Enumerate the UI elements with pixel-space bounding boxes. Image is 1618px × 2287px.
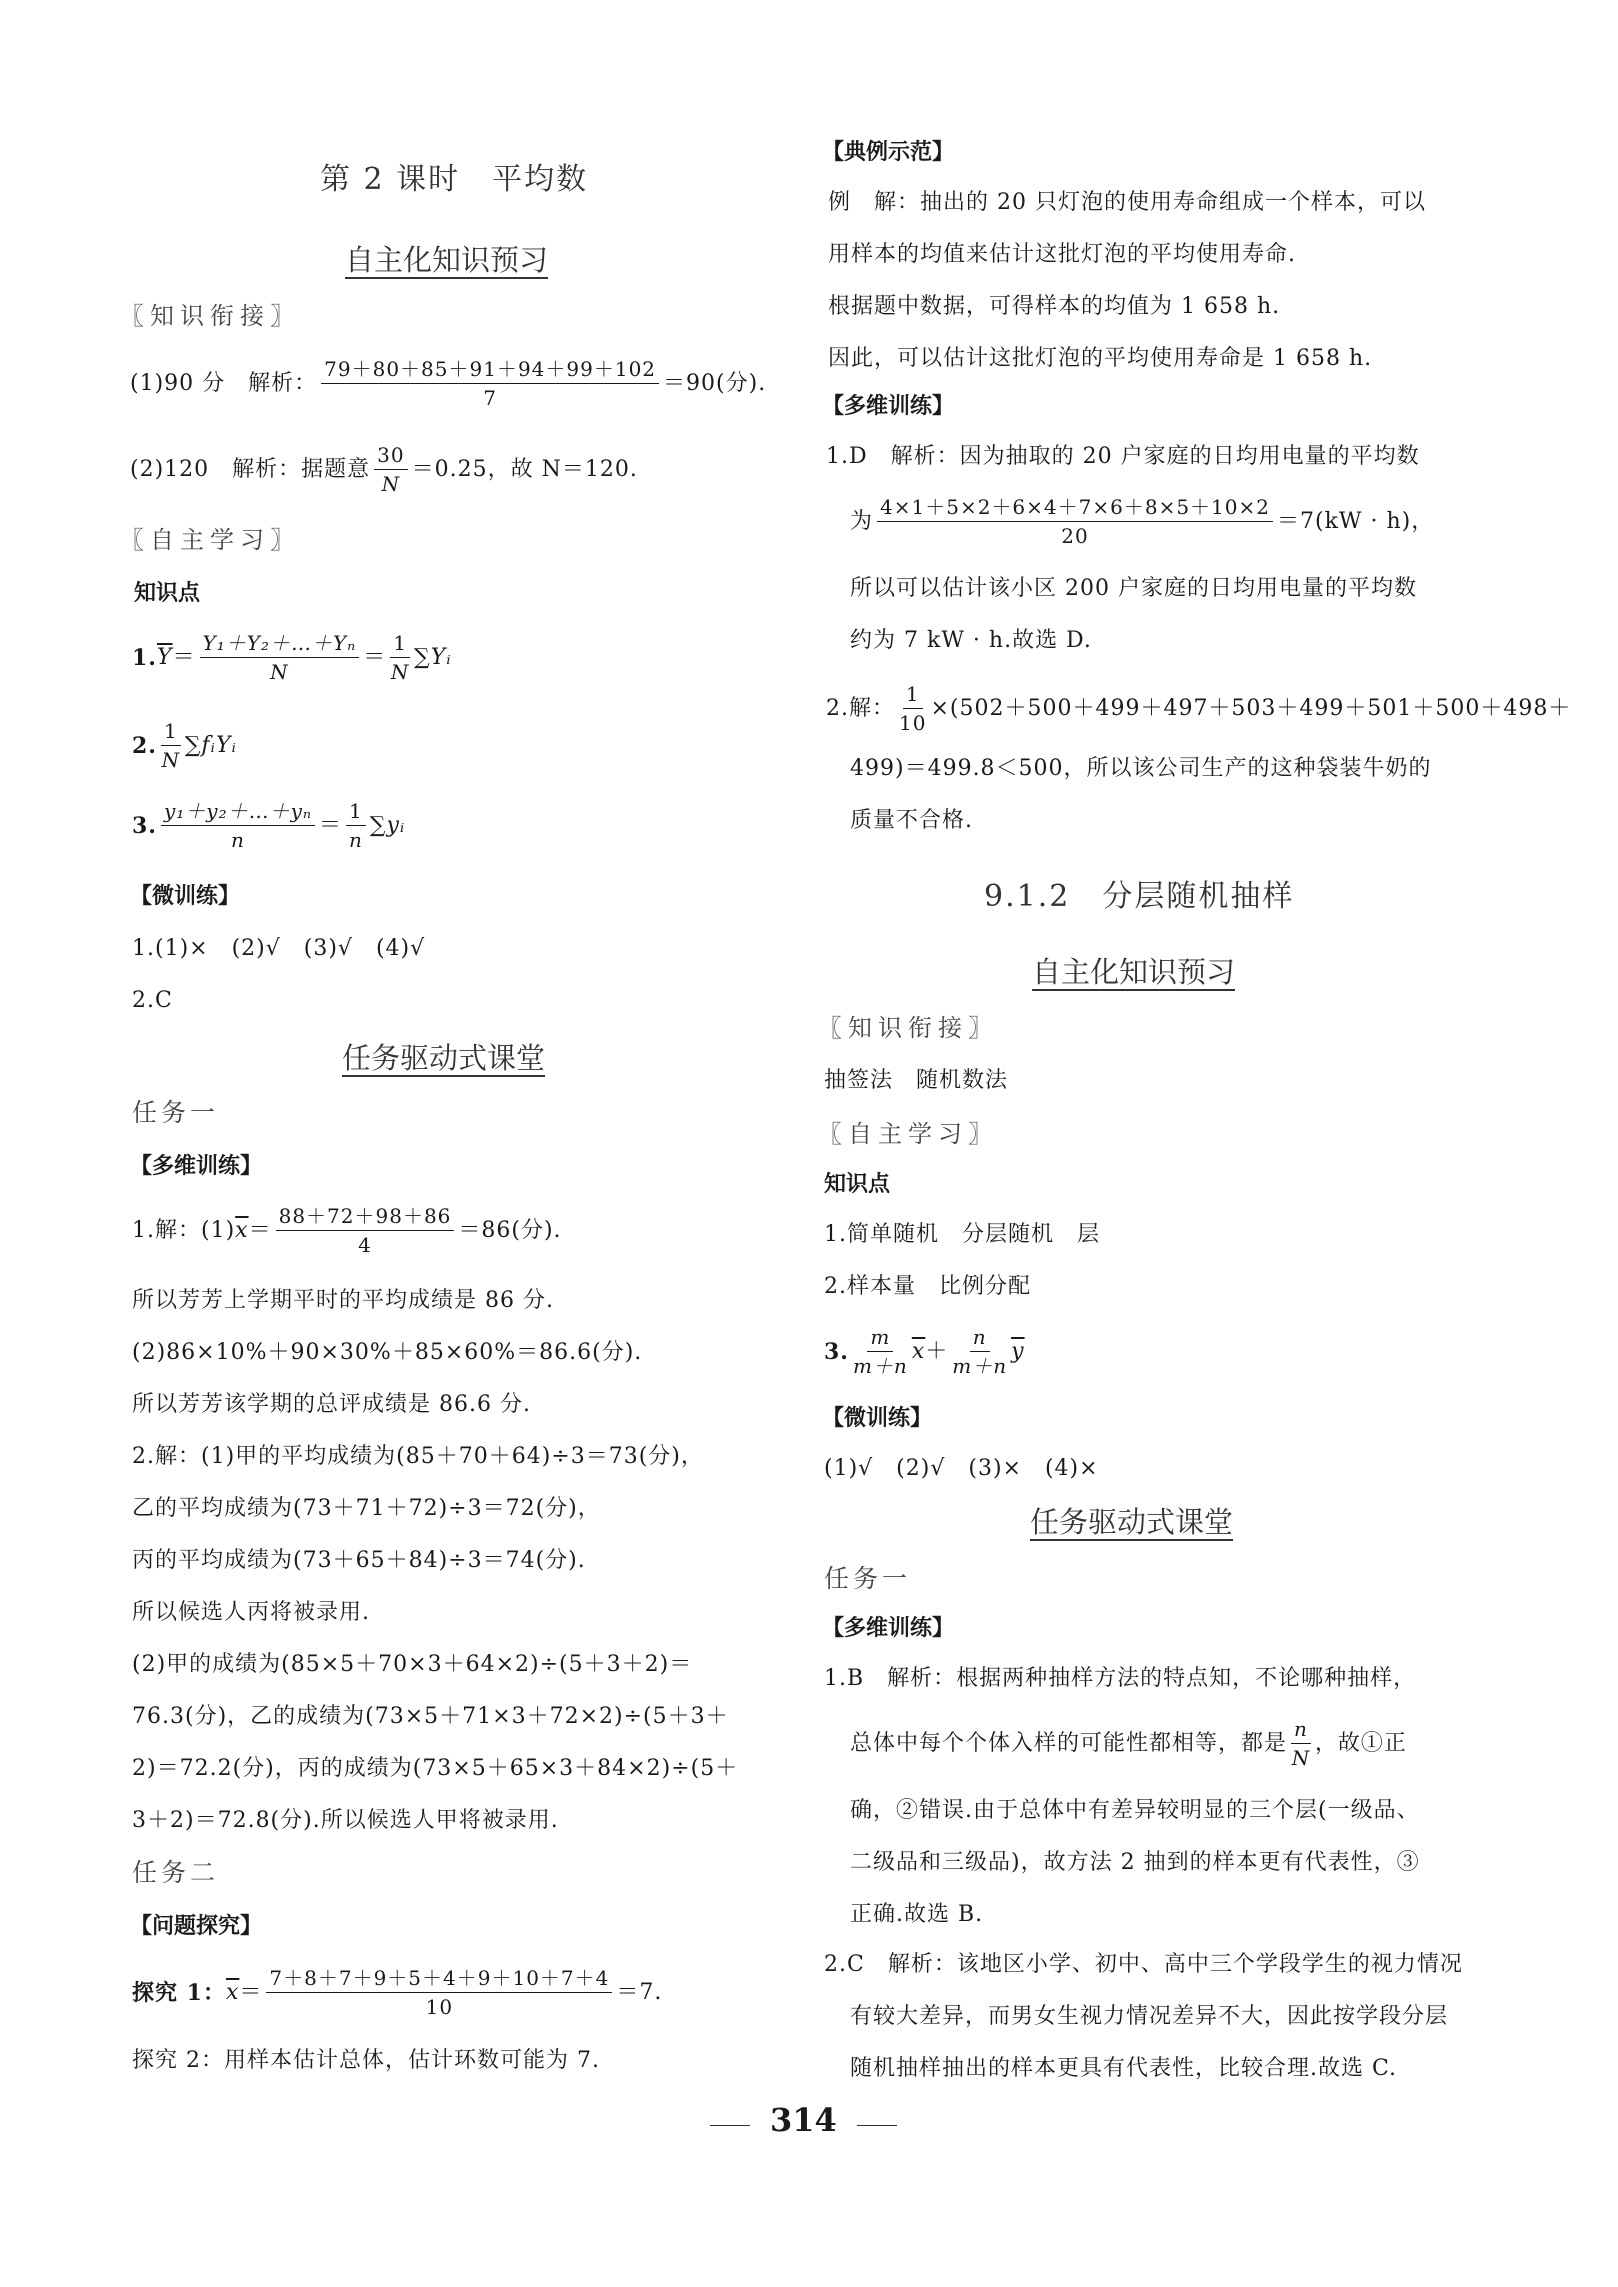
formula-line: 1. $\overline{Y}$ ＝ $\frac{\text{Y₁＋Y₂＋…＋Yₙ}}{N}$ ＝ $\frac{1}{N}$ ∑Yᵢ: [132, 631, 452, 684]
page-number: 314: [770, 2101, 837, 2139]
answer-line: 探究 2：用样本估计总体，估计环数可能为 7.: [132, 2048, 600, 2073]
formula-line: 3. $\frac{m}{m+n}$ $\overline{x}$ ＋ $\frac{n}{m+n}$ $\overline{y}$: [824, 1325, 1025, 1378]
subheading: 【问题探究】: [130, 1914, 263, 1939]
answer-line: (2)86×10%＋90×30%＋85×60%＝86.6(分).: [132, 1340, 643, 1365]
answer-line: 1.B 解析：根据两种抽样方法的特点知，不论哪种抽样，: [824, 1666, 1417, 1691]
tag-label: 〖自主学习〗: [120, 526, 300, 554]
answer-line: 所以可以估计该小区 200 户家庭的日均用电量的平均数: [850, 576, 1417, 601]
subheading: 【微训练】: [130, 884, 241, 909]
answer-line: 探究 1： $\overline{x}$ ＝ $\frac{7+8+7+9+5+4+9+10+7+4}{10}$ ＝7.: [132, 1966, 663, 2019]
answer-line: 例 解：抽出的 20 只灯泡的使用寿命组成一个样本，可以: [828, 190, 1426, 215]
answer-line: 2.解：(1)甲的平均成绩为(85＋70＋64)÷3＝73(分)，: [132, 1444, 704, 1469]
section-heading: 任务驱动式课堂: [1030, 1505, 1234, 1539]
answer-line: 2.C: [132, 988, 173, 1013]
answer-line: 1.解：(1) $\overline{x}$ ＝ $\frac{88+72+98+86}{4}$ ＝86(分).: [132, 1204, 562, 1257]
answer-line: 确，②错误.由于总体中有差异较明显的三个层(一级品、: [850, 1798, 1420, 1823]
answer-line: 二级品和三级品)，故方法 2 抽到的样本更有代表性，③: [850, 1850, 1420, 1875]
answer-line: 丙的平均成绩为(73＋65＋84)÷3＝74(分).: [132, 1548, 586, 1573]
answer-line: 所以芳芳上学期平时的平均成绩是 86 分.: [132, 1288, 554, 1313]
answer-line: 随机抽样抽出的样本更具有代表性，比较合理.故选 C.: [850, 2056, 1398, 2081]
tag-label: 〖知识衔接〗: [120, 302, 300, 330]
answer-line: (1)√ (2)√ (3)× (4)×: [824, 1456, 1099, 1481]
tag-label: 〖知识衔接〗: [818, 1014, 998, 1042]
answer-line: 76.3(分)，乙的成绩为(73×5＋71×3＋72×2)÷(5＋3＋: [132, 1704, 729, 1729]
answer-line: 499)＝499.8＜500，所以该公司生产的这种袋装牛奶的: [850, 756, 1432, 781]
footer-dash: [710, 2125, 750, 2126]
answer-line: 抽签法 随机数法: [824, 1068, 1009, 1093]
answer-line: 2)＝72.2(分)，丙的成绩为(73×5＋65×3＋84×2)÷(5＋: [132, 1756, 739, 1781]
section-heading: 任务驱动式课堂: [342, 1041, 546, 1075]
subheading: 知识点: [824, 1172, 891, 1197]
subheading: 【微训练】: [822, 1406, 933, 1431]
answer-line: 1.D 解析：因为抽取的 20 户家庭的日均用电量的平均数: [826, 444, 1420, 469]
answer-line: 3＋2)＝72.8(分).所以候选人甲将被录用.: [132, 1808, 559, 1833]
answer-line: 1.(1)× (2)√ (3)√ (4)√: [132, 936, 426, 961]
footer-dash: [857, 2125, 897, 2126]
task-label: 任务二: [132, 1858, 220, 1887]
answer-line: 2.C 解析：该地区小学、初中、高中三个学段学生的视力情况: [824, 1952, 1463, 1977]
subheading: 【多维训练】: [822, 394, 955, 419]
task-label: 任务一: [824, 1564, 912, 1593]
answer-line: 2.解： $\frac{1}{10}$ ×(502＋500＋499＋497＋503＋499＋501＋500＋498＋: [826, 682, 1572, 735]
subheading: 【多维训练】: [130, 1154, 263, 1179]
lesson-title: 第 2 课时 平均数: [320, 162, 589, 197]
tag-label: 〖自主学习〗: [818, 1120, 998, 1148]
formula-line: 3. $\frac{\text{y₁＋y₂＋…＋yₙ}}{n}$ ＝ $\frac{1}{n}$ ∑yᵢ: [132, 799, 406, 852]
section-heading: 自主化知识预习: [1032, 955, 1236, 989]
answer-line: 所以候选人丙将被录用.: [132, 1600, 370, 1625]
task-label: 任务一: [132, 1098, 220, 1127]
answer-line: (2)甲的成绩为(85×5＋70×3＋64×2)÷(5＋3＋2)＝: [132, 1652, 693, 1677]
subheading: 知识点: [134, 581, 201, 606]
answer-line: 因此，可以估计这批灯泡的平均使用寿命是 1 658 h.: [828, 346, 1373, 371]
lesson-title: 9.1.2 分层随机抽样: [984, 879, 1295, 914]
answer-line: 根据题中数据，可得样本的均值为 1 658 h.: [828, 294, 1281, 319]
section-heading: 自主化知识预习: [345, 243, 549, 277]
formula-line: 2. $\frac{1}{N}$ ∑fᵢYᵢ: [132, 719, 237, 772]
answer-line: 有较大差异，而男女生视力情况差异不大，因此按学段分层: [850, 2004, 1449, 2029]
page-footer: [690, 2101, 917, 2139]
answer-line: 质量不合格.: [850, 808, 973, 833]
answer-line: 为 $\frac{4\times 1+5\times 2+6\times 4+7\times 6+8\times 5+10\times 2}{20}$ ＝7(kW · h)，: [850, 495, 1435, 548]
answer-line: 所以芳芳该学期的总评成绩是 86.6 分.: [132, 1392, 531, 1417]
answer-line: 约为 7 kW · h.故选 D.: [850, 628, 1092, 653]
answer-line: (2)120 解析：据题意 $\frac{30}{N}$ ＝0.25，故 N＝120.: [130, 443, 638, 496]
answer-line: 乙的平均成绩为(73＋71＋72)÷3＝72(分)，: [132, 1496, 601, 1521]
subheading: 【多维训练】: [822, 1616, 955, 1641]
subheading: 【典例示范】: [822, 140, 955, 165]
answer-line: 2.样本量 比例分配: [824, 1274, 1031, 1299]
answer-line: 1.简单随机 分层随机 层: [824, 1222, 1100, 1247]
answer-line: 正确.故选 B.: [850, 1902, 984, 1927]
answer-line: (1)90 分 解析： $\frac{79+80+85+91+94+99+102}{7}$ ＝90(分).: [130, 357, 767, 410]
answer-line: 用样本的均值来估计这批灯泡的平均使用寿命.: [828, 242, 1296, 267]
answer-line: 总体中每个个体入样的可能性都相等，都是 $\frac{n}{N}$ ，故①正: [850, 1717, 1407, 1770]
